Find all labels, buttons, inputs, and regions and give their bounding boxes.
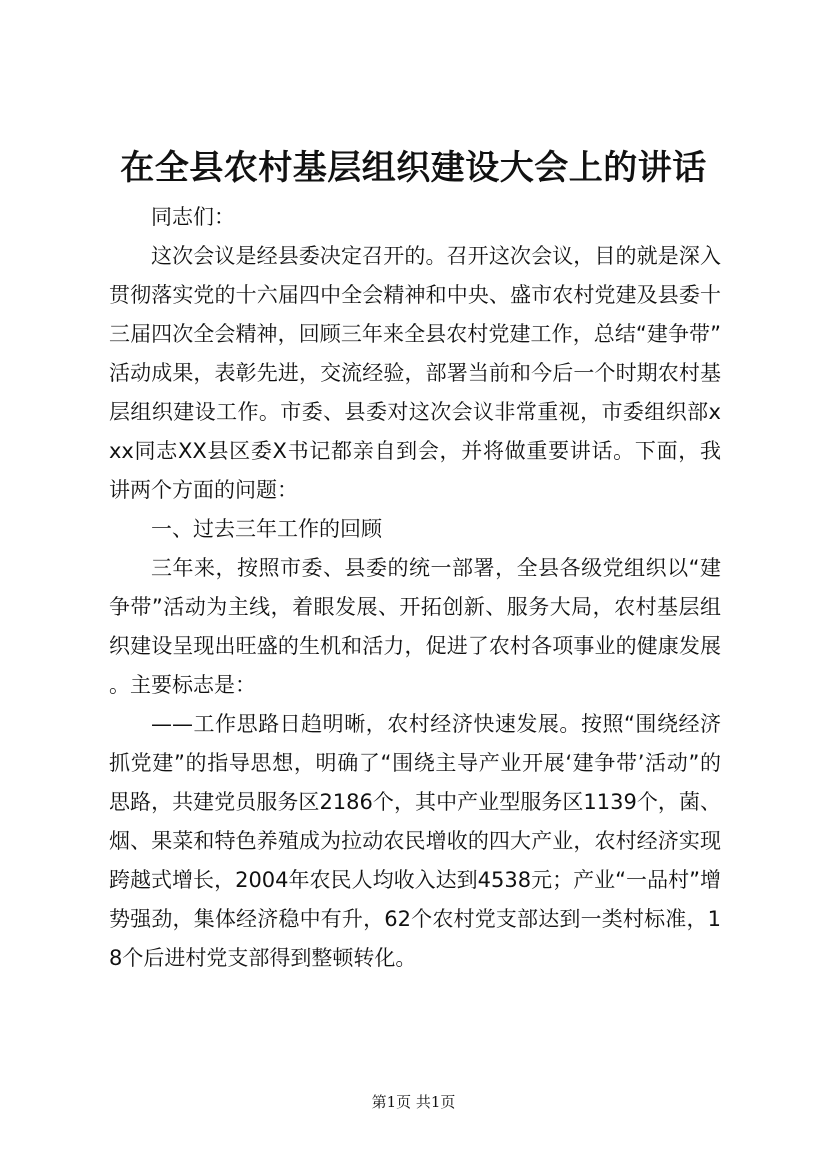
page-number-footer: 第1页 共1页 [371,1093,456,1111]
section-heading: 一、过去三年工作的回顾 [151,517,382,541]
paragraph-intro: 这次会议是经县委决定召开的。召开这次会议，目的就是深入贯彻落实党的十六届四中全会精神和中央、盛市农村党建及县委十三届四次全会精神，回顾三年来全县农村党建工作，总结“建争带”活动成果，表彰先进，交流经验，部署当前和今后一个时期农村基层组织建设工作。市委、县委对这次会议非常重视，市委组织部xxx同志XX县区委X书记都亲自到会，并将做重要讲话。下面，我讲两个方面的问题： [109,244,721,502]
document-body [109,198,721,978]
document-title: 在全县农村基层组织建设大会上的讲话 [120,148,707,188]
salutation: 同志们： [151,205,235,229]
paragraph-review: 三年来，按照市委、县委的统一部署，全县各级党组织以“建争带”活动为主线，着眼发展、开拓创新、服务大局，农村基层组织建设呈现出旺盛的生机和活力，促进了农村各项事业的健康发展。主要标志是： [109,556,721,697]
paragraph-economy: ——工作思路日趋明晰，农村经济快速发展。按照“围绕经济抓党建”的指导思想，明确了“围绕主导产业开展‘建争带’活动”的思路，共建党员服务区2186个，其中产业型服务区1139个，菌、烟、果菜和特色养殖成为拉动农民增收的四大产业，农村经济实现跨越式增长，2004年农民人均收入达到4538元；产业“一品村”增势强劲，集体经济稳中有升，62个农村党支部达到一类村标准，18个后进村党支部得到整顿转化。 [109,712,721,970]
